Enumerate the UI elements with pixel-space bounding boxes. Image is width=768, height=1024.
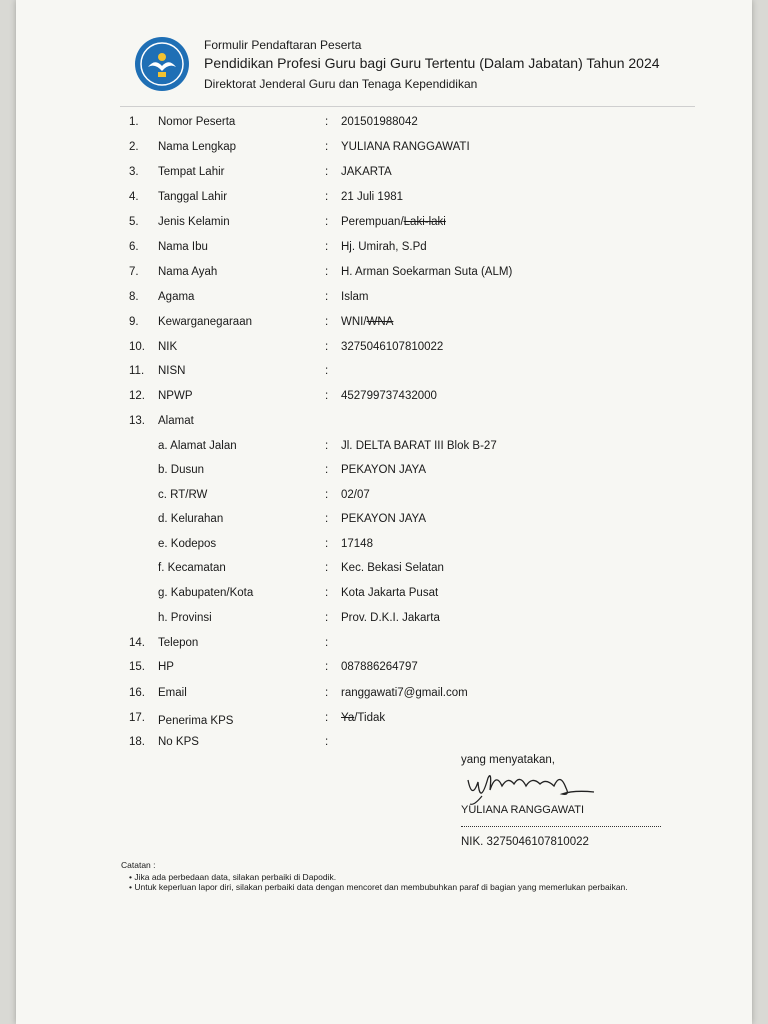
field-value: PEKAYON JAYA xyxy=(341,464,426,476)
field-value: YULIANA RANGGAWATI xyxy=(341,141,470,153)
field-number: 12. xyxy=(129,390,145,402)
field-value: 17148 xyxy=(341,538,373,550)
field-label: h. Provinsi xyxy=(158,612,212,624)
program-title: Pendidikan Profesi Guru bagi Guru Tertentu (Dalam Jabatan) Tahun 2024 xyxy=(204,55,660,71)
field-label: Jenis Kelamin xyxy=(158,216,230,228)
notes-title: Catatan : xyxy=(121,860,156,870)
colon: : xyxy=(325,489,329,501)
colon: : xyxy=(325,191,329,203)
colon: : xyxy=(325,587,329,599)
colon: : xyxy=(325,316,329,328)
colon: : xyxy=(325,513,329,525)
field-value: 452799737432000 xyxy=(341,390,437,402)
field-value: JAKARTA xyxy=(341,166,392,178)
field-label: Agama xyxy=(158,291,195,303)
field-label: Penerima KPS xyxy=(158,715,234,727)
value-struck: Ya xyxy=(341,712,355,724)
value-selected: WNI/ xyxy=(341,316,367,328)
field-value: 201501988042 xyxy=(341,116,418,128)
field-label: Kewarganegaraan xyxy=(158,316,252,328)
field-value: Jl. DELTA BARAT III Blok B-27 xyxy=(341,440,497,452)
field-value: 02/07 xyxy=(341,489,370,501)
field-number: 2. xyxy=(129,141,139,153)
field-value xyxy=(341,316,393,328)
field-label: Nama Ibu xyxy=(158,241,208,253)
colon: : xyxy=(325,637,329,649)
field-value: 087886264797 xyxy=(341,661,418,673)
field-label: Nama Lengkap xyxy=(158,141,236,153)
field-label: g. Kabupaten/Kota xyxy=(158,587,254,599)
field-label: HP xyxy=(158,661,174,673)
value-selected: /Tidak xyxy=(354,712,386,724)
colon: : xyxy=(325,562,329,574)
field-number: 4. xyxy=(129,191,139,203)
field-value xyxy=(341,216,446,228)
field-value: 3275046107810022 xyxy=(341,341,444,353)
field-number: 17. xyxy=(129,712,145,724)
colon: : xyxy=(325,390,329,402)
field-label: c. RT/RW xyxy=(158,489,208,501)
colon: : xyxy=(325,365,329,377)
colon: : xyxy=(325,116,329,128)
note-item: • Jika ada perbedaan data, silakan perbaiki di Dapodik. xyxy=(129,872,337,882)
field-number: 13. xyxy=(129,415,145,427)
field-label: Telepon xyxy=(158,637,199,649)
declaration-text: yang menyatakan, xyxy=(461,754,555,766)
field-number: 14. xyxy=(129,637,145,649)
value-struck: Laki-laki xyxy=(403,216,446,228)
field-label: d. Kelurahan xyxy=(158,513,224,525)
field-value: Hj. Umirah, S.Pd xyxy=(341,241,427,253)
field-label: a. Alamat Jalan xyxy=(158,440,237,452)
field-number: 3. xyxy=(129,166,139,178)
colon: : xyxy=(325,464,329,476)
field-label: Tempat Lahir xyxy=(158,166,225,178)
field-label: b. Dusun xyxy=(158,464,205,476)
field-label: Tanggal Lahir xyxy=(158,191,228,203)
field-value: H. Arman Soekarman Suta (ALM) xyxy=(341,266,513,278)
colon: : xyxy=(325,687,329,699)
field-number: 5. xyxy=(129,216,139,228)
field-value xyxy=(341,712,385,724)
field-number: 1. xyxy=(129,116,139,128)
field-number: 8. xyxy=(129,291,139,303)
tut-wuri-handayani-logo xyxy=(134,36,190,92)
value-struck: WNA xyxy=(366,316,394,328)
field-label: Email xyxy=(158,687,187,699)
field-number: 18. xyxy=(129,736,145,748)
header-divider xyxy=(120,106,695,107)
field-number: 10. xyxy=(129,341,145,353)
field-label: e. Kodepos xyxy=(158,538,217,550)
directorate-title: Direktorat Jenderal Guru dan Tenaga Kependidikan xyxy=(204,77,478,91)
field-label: NIK xyxy=(158,341,178,353)
field-label: Nomor Peserta xyxy=(158,116,236,128)
field-number: 16. xyxy=(129,687,145,699)
field-number: 6. xyxy=(129,241,139,253)
colon: : xyxy=(325,661,329,673)
field-value: Islam xyxy=(341,291,369,303)
field-value: ranggawati7@gmail.com xyxy=(341,687,468,699)
colon: : xyxy=(325,241,329,253)
colon: : xyxy=(325,712,329,724)
value-selected: Perempuan/ xyxy=(341,216,404,228)
colon: : xyxy=(325,266,329,278)
field-value: PEKAYON JAYA xyxy=(341,513,426,525)
field-number: 15. xyxy=(129,661,145,673)
field-value: 21 Juli 1981 xyxy=(341,191,404,203)
colon: : xyxy=(325,440,329,452)
field-value: Prov. D.K.I. Jakarta xyxy=(341,612,440,624)
field-number: 11. xyxy=(129,365,145,377)
field-value: Kec. Bekasi Selatan xyxy=(341,562,444,574)
field-number: 7. xyxy=(129,266,139,278)
signature-dotted-line xyxy=(461,826,661,827)
field-label: No KPS xyxy=(158,736,199,748)
signatory-nik: NIK. 3275046107810022 xyxy=(461,836,589,848)
field-number: 9. xyxy=(129,316,139,328)
field-label: f. Kecamatan xyxy=(158,562,226,574)
colon: : xyxy=(325,612,329,624)
colon: : xyxy=(325,341,329,353)
colon: : xyxy=(325,736,329,748)
form-title: Formulir Pendaftaran Peserta xyxy=(204,38,362,52)
signatory-name: YULIANA RANGGAWATI xyxy=(461,804,585,816)
field-label: NISN xyxy=(158,365,186,377)
field-label: Alamat xyxy=(158,415,194,427)
note-item: • Untuk keperluan lapor diri, silakan perbaiki data dengan mencoret dan membubuhkan paraf di bagian yang memerlukan perbaikan. xyxy=(129,882,628,892)
colon: : xyxy=(325,216,329,228)
field-label: Nama Ayah xyxy=(158,266,218,278)
colon: : xyxy=(325,291,329,303)
colon: : xyxy=(325,538,329,550)
field-value: Kota Jakarta Pusat xyxy=(341,587,439,599)
colon: : xyxy=(325,166,329,178)
notes-section xyxy=(121,860,628,892)
field-label: NPWP xyxy=(158,390,193,402)
colon: : xyxy=(325,141,329,153)
